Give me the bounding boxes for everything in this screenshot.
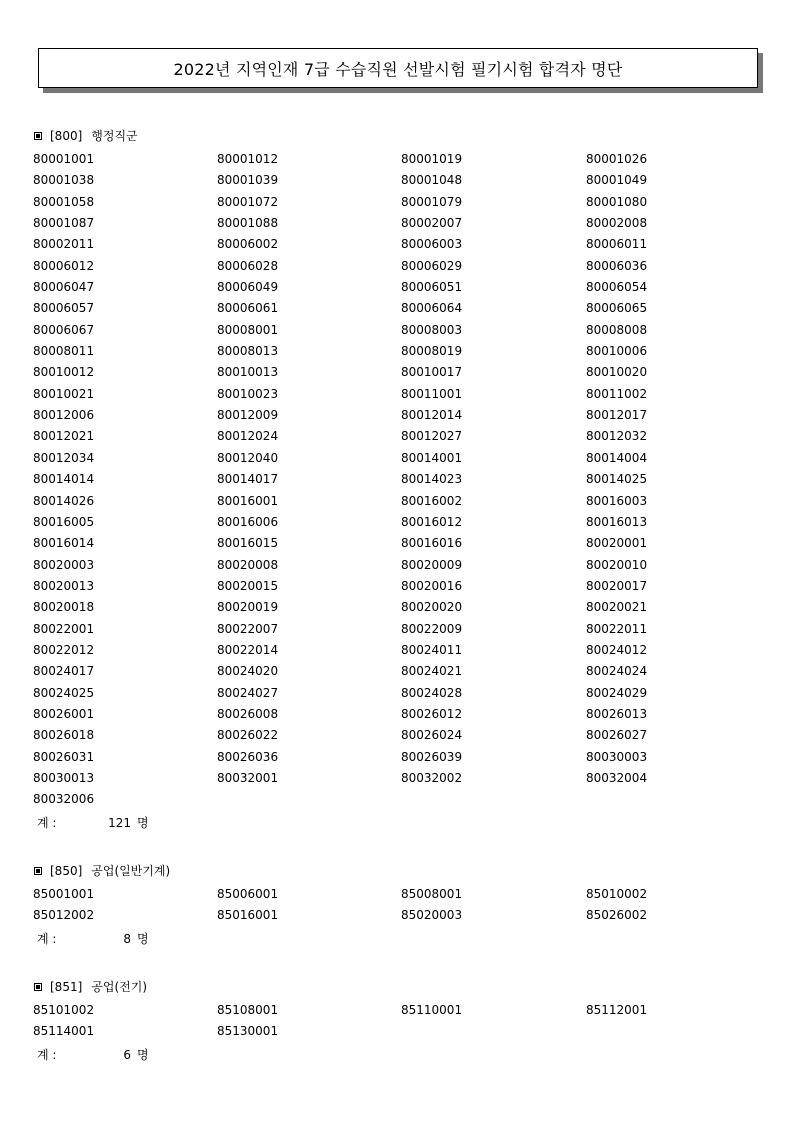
applicant-number: 80014023 <box>401 472 463 487</box>
applicant-number: 80006047 <box>33 280 95 295</box>
applicant-number: 80014017 <box>217 472 279 487</box>
applicant-number: 80001012 <box>217 152 279 166</box>
applicant-number: 85012002 <box>33 908 95 923</box>
applicant-number: 80001038 <box>33 173 95 188</box>
section-1 <box>33 861 763 951</box>
applicant-number: 80010012 <box>33 365 95 380</box>
applicant-number: 85130001 <box>217 1024 279 1039</box>
applicant-number: 80001049 <box>586 173 648 188</box>
section-code: [851] <box>50 980 83 994</box>
square-bullet-icon <box>34 132 42 140</box>
applicant-number: 80002011 <box>33 237 95 252</box>
applicant-number: 80024021 <box>401 664 463 679</box>
applicant-number: 85010002 <box>586 887 648 901</box>
applicant-number: 80016003 <box>586 493 648 508</box>
section-header <box>33 861 763 881</box>
applicant-number: 80014004 <box>586 450 648 465</box>
section-total <box>33 927 763 951</box>
applicant-number: 80024012 <box>586 642 648 657</box>
applicant-number: 80012017 <box>586 408 648 423</box>
applicant-number: 80002007 <box>401 216 463 231</box>
applicant-number: 80006065 <box>586 301 648 316</box>
applicant-number: 80006049 <box>217 280 279 295</box>
applicant-number: 80020008 <box>217 557 279 572</box>
applicant-number: 80012014 <box>401 408 463 423</box>
applicant-number: 80020013 <box>33 578 95 593</box>
applicant-number: 80014025 <box>586 472 648 487</box>
applicant-number: 80001039 <box>217 173 279 188</box>
applicant-number: 80016002 <box>401 493 463 508</box>
applicant-number: 80026027 <box>586 728 648 743</box>
applicant-number: 80006011 <box>586 237 648 252</box>
applicant-number: 80022012 <box>33 642 95 657</box>
applicant-number: 80020009 <box>401 557 463 572</box>
applicant-number: 85020003 <box>401 908 463 923</box>
section-total <box>33 1043 763 1067</box>
applicant-number: 85114001 <box>33 1024 95 1039</box>
applicant-number: 80012034 <box>33 450 95 465</box>
section-2 <box>33 977 763 1067</box>
applicant-number: 80006012 <box>33 258 95 273</box>
applicant-number: 80026001 <box>33 706 95 721</box>
applicant-number: 80001072 <box>217 194 279 209</box>
applicant-number: 80016013 <box>586 514 648 529</box>
applicant-number: 80010020 <box>586 365 648 380</box>
applicant-number: 80011002 <box>586 386 648 401</box>
applicant-number: 85016001 <box>217 908 279 923</box>
total-unit: 명 <box>137 931 149 946</box>
applicant-number: 80020016 <box>401 578 463 593</box>
applicant-number: 80014026 <box>33 493 95 508</box>
applicant-number: 80008003 <box>401 322 463 337</box>
applicant-number: 80024029 <box>586 685 648 700</box>
applicant-number: 80022009 <box>401 621 463 636</box>
applicant-number: 80001019 <box>401 152 463 166</box>
applicant-number: 80001080 <box>586 194 648 209</box>
applicant-number: 80008013 <box>217 344 279 359</box>
number-grid <box>33 884 763 927</box>
applicant-number: 80026018 <box>33 728 95 743</box>
section-name: 행정직군 <box>91 129 138 143</box>
applicant-number: 80006067 <box>33 322 95 337</box>
applicant-number: 80010006 <box>586 344 648 359</box>
applicant-number: 80012024 <box>217 429 279 444</box>
applicant-number: 80012021 <box>33 429 95 444</box>
applicant-number: 80024024 <box>586 664 648 679</box>
applicant-number: 80022001 <box>33 621 95 636</box>
applicant-number: 80006057 <box>33 301 95 316</box>
applicant-number: 80012032 <box>586 429 648 444</box>
section-header <box>33 977 763 997</box>
applicant-number: 80001079 <box>401 194 463 209</box>
applicant-number: 80016016 <box>401 536 463 551</box>
total-label: 계 : <box>37 815 57 830</box>
total-label: 계 : <box>37 931 57 946</box>
applicant-number: 80016005 <box>33 514 95 529</box>
title-frame <box>38 48 758 88</box>
applicant-number: 80026012 <box>401 706 463 721</box>
applicant-number: 80014001 <box>401 450 463 465</box>
applicant-number: 80020021 <box>586 600 648 615</box>
applicant-number: 80006036 <box>586 258 648 273</box>
applicant-number: 80026013 <box>586 706 648 721</box>
applicant-number: 80022014 <box>217 642 279 657</box>
applicant-number: 80020001 <box>586 536 648 551</box>
applicant-number: 80001088 <box>217 216 279 231</box>
applicant-number: 85101002 <box>33 1003 95 1017</box>
applicant-number: 80020003 <box>33 557 95 572</box>
applicant-number: 80020019 <box>217 600 279 615</box>
applicant-number: 80024020 <box>217 664 279 679</box>
applicant-number: 80002008 <box>586 216 648 231</box>
applicant-number: 80024027 <box>217 685 279 700</box>
applicant-number: 80001001 <box>33 152 95 166</box>
applicant-number: 80016006 <box>217 514 279 529</box>
applicant-number: 80006003 <box>401 237 463 252</box>
applicant-number: 80006064 <box>401 301 463 316</box>
applicant-number: 85006001 <box>217 887 279 901</box>
applicant-number: 80008008 <box>586 322 648 337</box>
applicant-number: 80010017 <box>401 365 463 380</box>
section-name: 공업(일반기계) <box>91 864 171 878</box>
applicant-number: 85108001 <box>217 1003 279 1017</box>
square-bullet-icon <box>34 867 42 875</box>
applicant-number: 80012009 <box>217 408 279 423</box>
applicant-number: 80016014 <box>33 536 95 551</box>
applicant-number: 80012006 <box>33 408 95 423</box>
applicant-number: 80001026 <box>586 152 648 166</box>
applicant-number: 80024025 <box>33 685 95 700</box>
square-bullet-icon <box>34 983 42 991</box>
total-unit: 명 <box>137 1047 149 1062</box>
section-code: [850] <box>50 864 83 878</box>
applicant-number: 80026039 <box>401 749 463 764</box>
applicant-number: 80020015 <box>217 578 279 593</box>
applicant-number: 80006051 <box>401 280 463 295</box>
total-unit: 명 <box>137 815 149 830</box>
applicant-number: 80030013 <box>33 770 95 785</box>
applicant-number: 80008011 <box>33 344 95 359</box>
applicant-number: 80030003 <box>586 749 648 764</box>
document-title: 2022년 지역인재 7급 수습직원 선발시험 필기시험 합격자 명단 <box>173 59 623 79</box>
applicant-number: 80032006 <box>33 792 95 807</box>
applicant-number: 80026008 <box>217 706 279 721</box>
total-label: 계 : <box>37 1047 57 1062</box>
applicant-number: 80022011 <box>586 621 648 636</box>
applicant-number: 80016012 <box>401 514 463 529</box>
document-title-box <box>38 48 758 88</box>
applicant-number: 80020020 <box>401 600 463 615</box>
total-count: 121 <box>108 815 131 830</box>
applicant-number: 80008001 <box>217 322 279 337</box>
applicant-number: 85026002 <box>586 908 648 923</box>
applicant-number: 80008019 <box>401 344 463 359</box>
applicant-number: 80024028 <box>401 685 463 700</box>
applicant-number: 80032004 <box>586 770 648 785</box>
applicant-number: 85008001 <box>401 887 463 901</box>
section-0 <box>33 126 763 835</box>
number-grid <box>33 1000 763 1043</box>
applicant-number: 80024017 <box>33 664 95 679</box>
section-code: [800] <box>50 129 83 143</box>
section-header <box>33 126 763 146</box>
applicant-number: 80001087 <box>33 216 95 231</box>
section-total <box>33 811 763 835</box>
applicant-number: 85112001 <box>586 1003 648 1017</box>
applicant-number: 80020017 <box>586 578 648 593</box>
applicant-number: 80026031 <box>33 749 95 764</box>
applicant-number: 80006028 <box>217 258 279 273</box>
applicant-number: 80016001 <box>217 493 279 508</box>
applicant-number: 80001058 <box>33 194 95 209</box>
applicant-number: 80010021 <box>33 386 95 401</box>
applicant-number: 80026036 <box>217 749 279 764</box>
number-grid <box>33 149 763 811</box>
applicant-number: 80022007 <box>217 621 279 636</box>
applicant-number: 80011001 <box>401 386 463 401</box>
applicant-number: 80026022 <box>217 728 279 743</box>
applicant-number: 80006054 <box>586 280 648 295</box>
applicant-number: 80014014 <box>33 472 95 487</box>
applicant-number: 85110001 <box>401 1003 463 1017</box>
applicant-number: 80006002 <box>217 237 279 252</box>
applicant-number: 80010023 <box>217 386 279 401</box>
applicant-number: 80001048 <box>401 173 463 188</box>
applicant-number: 80016015 <box>217 536 279 551</box>
total-count: 6 <box>123 1047 131 1062</box>
applicant-number: 80026024 <box>401 728 463 743</box>
applicant-number: 80024011 <box>401 642 463 657</box>
applicant-number: 80032001 <box>217 770 279 785</box>
total-count: 8 <box>123 931 131 946</box>
applicant-number: 80012027 <box>401 429 463 444</box>
applicant-number: 80006061 <box>217 301 279 316</box>
section-name: 공업(전기) <box>91 980 148 994</box>
applicant-number: 80020018 <box>33 600 95 615</box>
applicant-number: 80010013 <box>217 365 279 380</box>
applicant-number: 80012040 <box>217 450 279 465</box>
applicant-number: 80032002 <box>401 770 463 785</box>
applicant-number: 85001001 <box>33 887 95 901</box>
applicant-number: 80020010 <box>586 557 648 572</box>
applicant-number: 80006029 <box>401 258 463 273</box>
